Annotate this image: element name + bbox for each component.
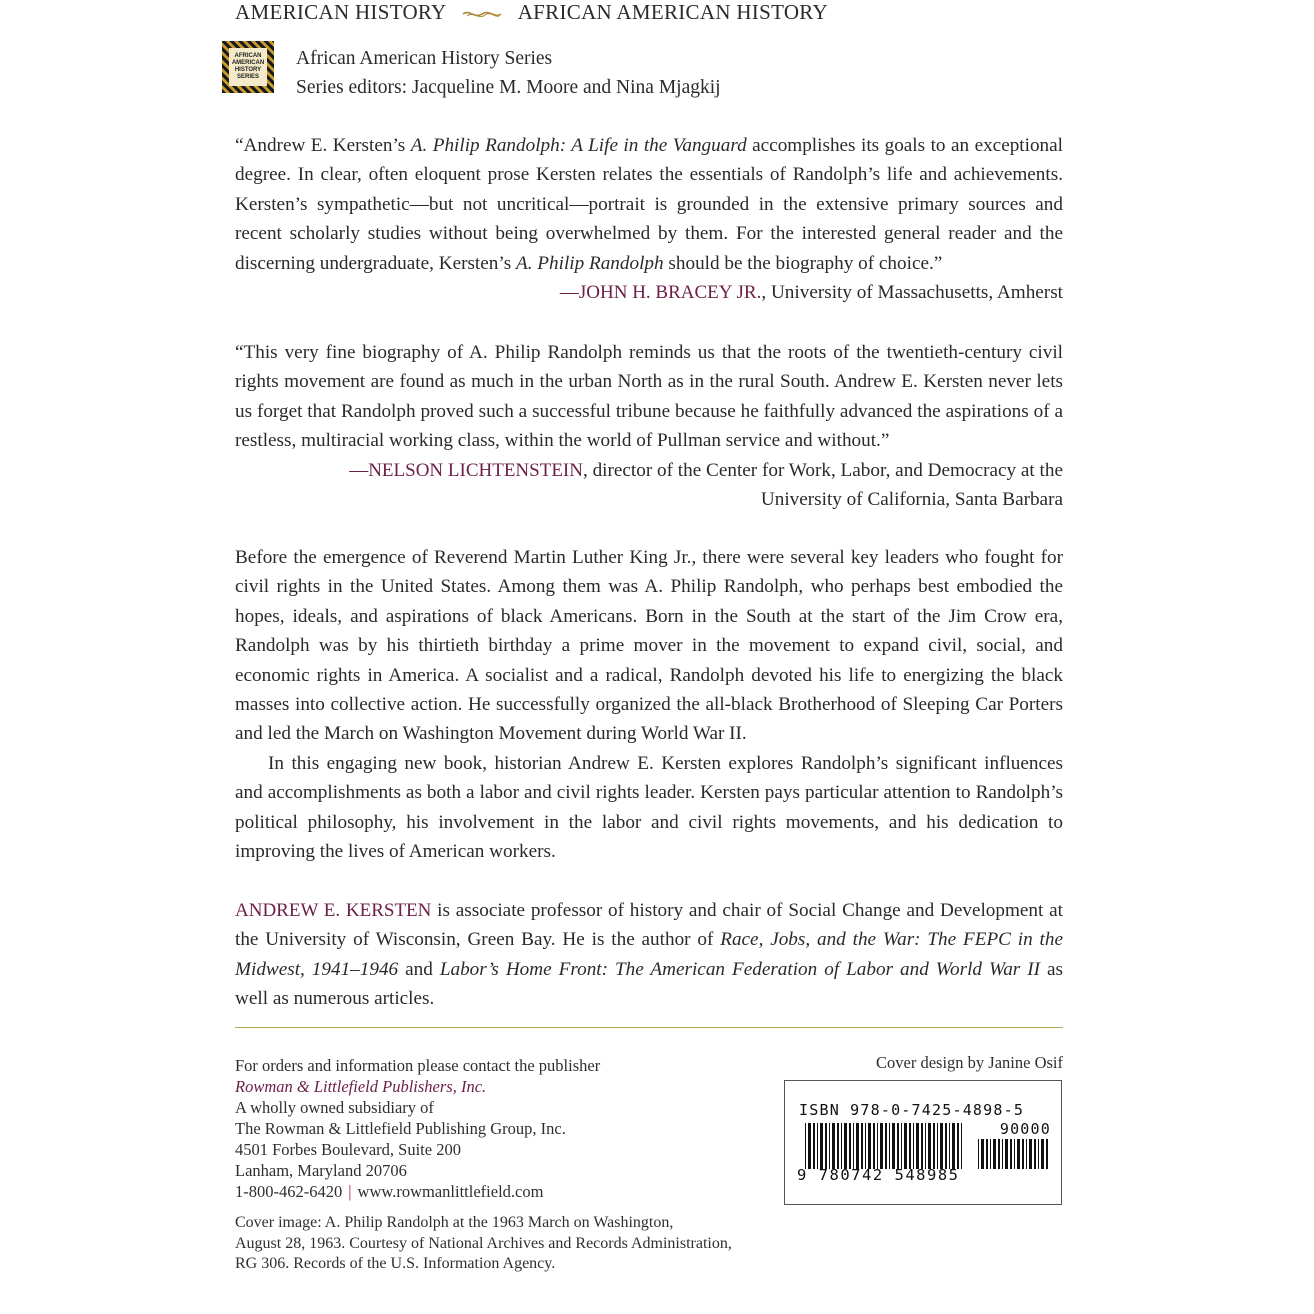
description-paragraph-2: In this engaging new book, historian Andrew E. Kersten explores Randolph’s significant influences and accomplishments as both a labor and civil rights leader. Kersten pays particular attention to Randolph’s political philosophy, his involvement in the labor and civil rights movements, and his dedication to improving the lives of American workers. xyxy=(235,752,1063,863)
series-info xyxy=(296,44,721,102)
divider-rule xyxy=(235,1027,1063,1028)
blurb-text: “Andrew E. Kersten’s A. Philip Randolph: A Life in the Vanguard accomplishes its goals to an exceptional degree. In clear, often eloquent prose Kersten relates the essentials of Randolph’s life and achievements. Kersten’s sympathetic—but not uncritical—portrait is grounded in the extensive primary sources and recent scholarly studies without being overwhelmed by them. For the interested general reader and the discerning undergraduate, Kersten’s A. Philip Randolph should be the biography of choice.” xyxy=(235,135,1064,274)
blurb-attribution-line2: University of California, Santa Barbara xyxy=(760,489,1063,511)
isbn-barcode xyxy=(784,1080,1062,1205)
blurb-attribution: —JOHN H. BRACEY JR., University of Massachusetts, Amherst xyxy=(559,282,1063,304)
ean-digits: 9 780742 548985 xyxy=(797,1166,960,1184)
price-barcode-bars xyxy=(978,1139,1050,1169)
barcode-bars xyxy=(805,1123,965,1169)
price-code: 90000 xyxy=(999,1120,1051,1138)
isbn-number: ISBN 978-0-7425-4898-5 xyxy=(799,1101,1025,1119)
phone-number: 1-800-462-6420 xyxy=(235,1182,343,1201)
cover-image-credit: Cover image: A. Philip Randolph at the 1963 March on Washington, August 28, 1963. Courtesy of National Archives and Records Administration, RG 306. Records of the U.S. Information Agency. xyxy=(235,1214,732,1272)
category-primary: AMERICAN HISTORY xyxy=(235,0,446,24)
publisher-contact: For orders and information please contact the publisher Rowman & Littlefield Publishers, Inc. A wholly owned subsidiary of The Rowman & Littlefield Publishing Group, Inc. 4501 Forbes Boulevard, Suite 200 Lanham, Maryland 20706 1-800-462-6420 | www.rowmanlittlefield.com xyxy=(235,1056,601,1201)
blurb-attribution: —NELSON LICHTENSTEIN, director of the Center for Work, Labor, and Democracy at the xyxy=(349,459,1063,481)
ornament-divider-icon xyxy=(461,7,503,21)
blurb-bracey xyxy=(235,131,1063,307)
series-name: African American History Series xyxy=(296,48,553,69)
author-name: ANDREW E. KERSTEN xyxy=(235,900,432,921)
blurb-lichtenstein xyxy=(235,338,1063,514)
category-secondary: AFRICAN AMERICAN HISTORY xyxy=(517,0,828,24)
series-editors: Series editors: Jacqueline M. Moore and Nina Mjagkij xyxy=(296,77,721,98)
blurb-text: “This very fine biography of A. Philip Randolph reminds us that the roots of the twentieth-century civil rights movement are found as much in the urban North as in the rural South. Andrew E. Kersten never lets us forget that Randolph proved such a successful tribune because he faithfully advanced the aspirations of a restless, multiracial working class, within the world of Pullman service and without.” xyxy=(235,342,1063,452)
publisher-name: Rowman & Littlefield Publishers, Inc. xyxy=(235,1077,487,1096)
reviewer-name: —NELSON LICHTENSTEIN xyxy=(349,459,583,481)
category-header xyxy=(235,0,828,25)
series-logo xyxy=(222,41,274,93)
website-link[interactable]: www.rowmanlittlefield.com xyxy=(357,1182,544,1201)
book-description xyxy=(235,543,1063,866)
series-logo-text: AFRICAN AMERICAN HISTORY SERIES xyxy=(229,48,267,86)
cover-design-credit: Cover design by Janine Osif xyxy=(876,1053,1063,1072)
reviewer-name: —JOHN H. BRACEY JR. xyxy=(559,282,762,304)
description-paragraph-1: Before the emergence of Reverend Martin Luther King Jr., there were several key leaders who fought for civil rights in the United States. Among them was A. Philip Randolph, who perhaps best embodied the hopes, ideals, and aspirations of black Americans. Born in the South at the start of the Jim Crow era, Randolph was by his thirtieth birthday a prime mover in the movement to expand civil, social, and economic rights in America. A socialist and a radical, Randolph devoted his life to energizing the black masses into collective action. He successfully organized the all-black Brotherhood of Sleeping Car Porters and led the March on Washington Movement during World War II. xyxy=(235,547,1063,745)
author-bio: ANDREW E. KERSTEN is associate professor of history and chair of Social Change and Development at the University of Wisconsin, Green Bay. He is the author of Race, Jobs, and the War: The FEPC in the Midwest, 1941–1946 and Labor’s Home Front: The American Federation of Labor and World War II as well as numerous articles. xyxy=(235,900,1063,1010)
